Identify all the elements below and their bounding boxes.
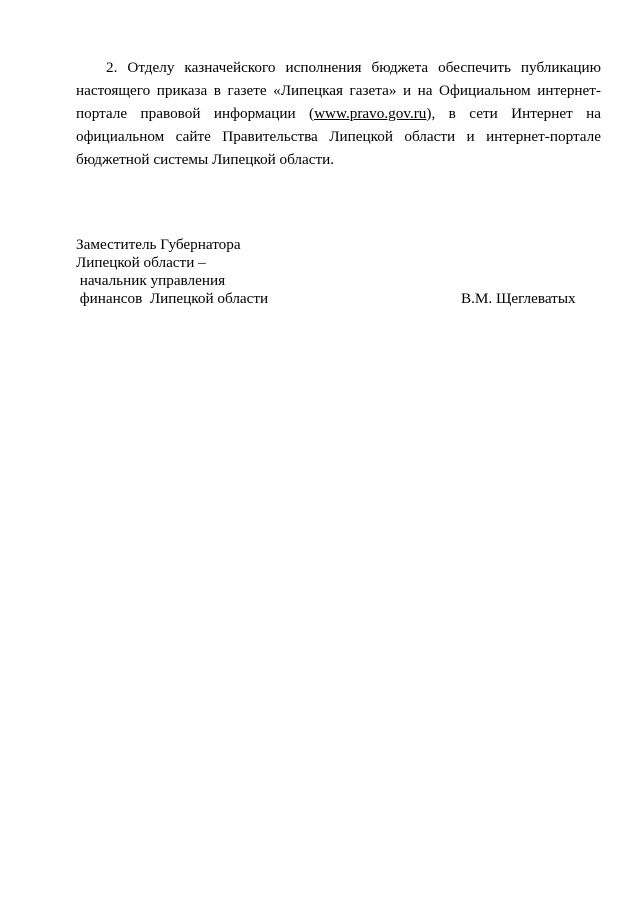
pravo-gov-link[interactable]: www.pravo.gov.ru [314,105,427,122]
paragraph-text-after: ), в сети Интернет на официальном сайте Правительства Липецкой области и интернет-портале бюджетной системы Липецкой области. [76,105,601,168]
paragraph-text-before: 2. Отделу казначейского исполнения бюджета обеспечить публикацию настоящего приказа в газете «Липецкая газета» и на Официальном интернет-портале правовой информации ( [76,59,601,122]
signature-position-line-1: Заместитель Губернатора [76,236,241,253]
signature-position-line-4: финансов Липецкой области [76,290,269,307]
paragraph-2 [76,56,601,171]
signature-position-line-3: начальник управления [76,272,226,289]
signature-position [76,236,268,308]
signature-position-line-2: Липецкой области – [76,254,206,271]
signatory-name: В.М. Щеглеватых [461,290,576,307]
